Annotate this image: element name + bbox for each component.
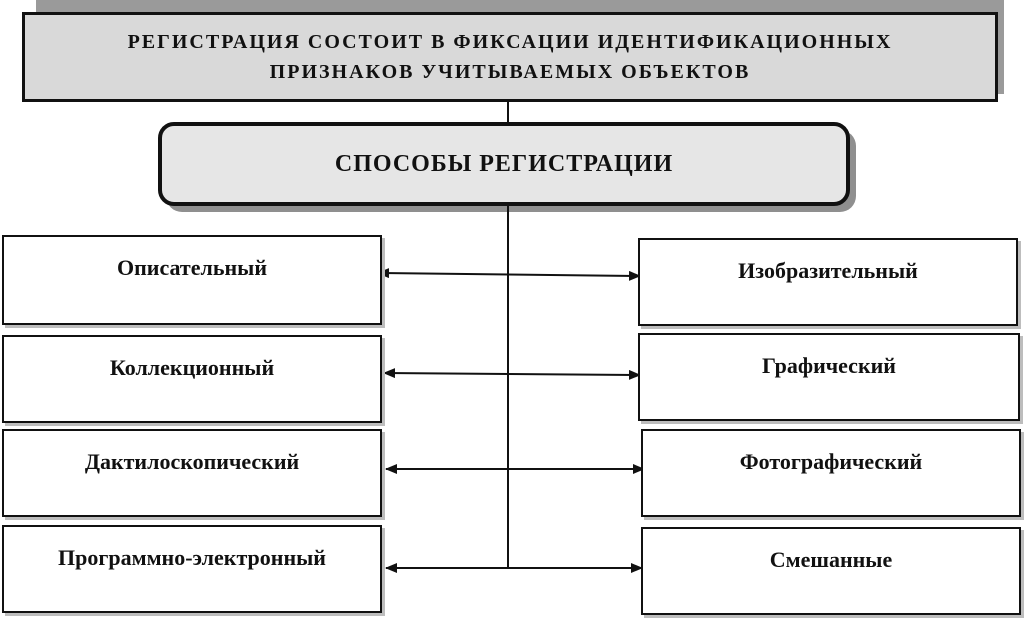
method-label: Дактилоскопический [84, 449, 300, 474]
center-label: СПОСОБЫ РЕГИСТРАЦИИ [334, 150, 674, 177]
method-box-mixed [641, 527, 1021, 615]
arrow-row-2 [384, 373, 640, 375]
method-box-descriptive [2, 235, 382, 325]
method-box-dactyloscopic [2, 429, 382, 517]
method-box-photographic [641, 429, 1021, 517]
method-label: Программно-электронный [58, 545, 326, 570]
method-box-collection [2, 335, 382, 423]
method-label: Фотографический [739, 449, 923, 474]
header-line-2: ПРИЗНАКОВ УЧИТЫВАЕМЫХ ОБЪЕКТОВ [269, 61, 751, 83]
method-label: Смешанные [769, 547, 893, 572]
method-box-graphic [638, 333, 1020, 421]
method-label: Коллекционный [109, 355, 275, 380]
method-label: Графический [762, 353, 896, 378]
method-box-pictorial [638, 238, 1018, 326]
header-line-1: РЕГИСТРАЦИЯ СОСТОИТ В ФИКСАЦИИ ИДЕНТИФИКАЦИОННЫХ [127, 31, 893, 53]
method-label: Описательный [116, 255, 267, 280]
method-label: Изобразительный [738, 258, 918, 283]
method-box-software-electronic [2, 525, 382, 613]
